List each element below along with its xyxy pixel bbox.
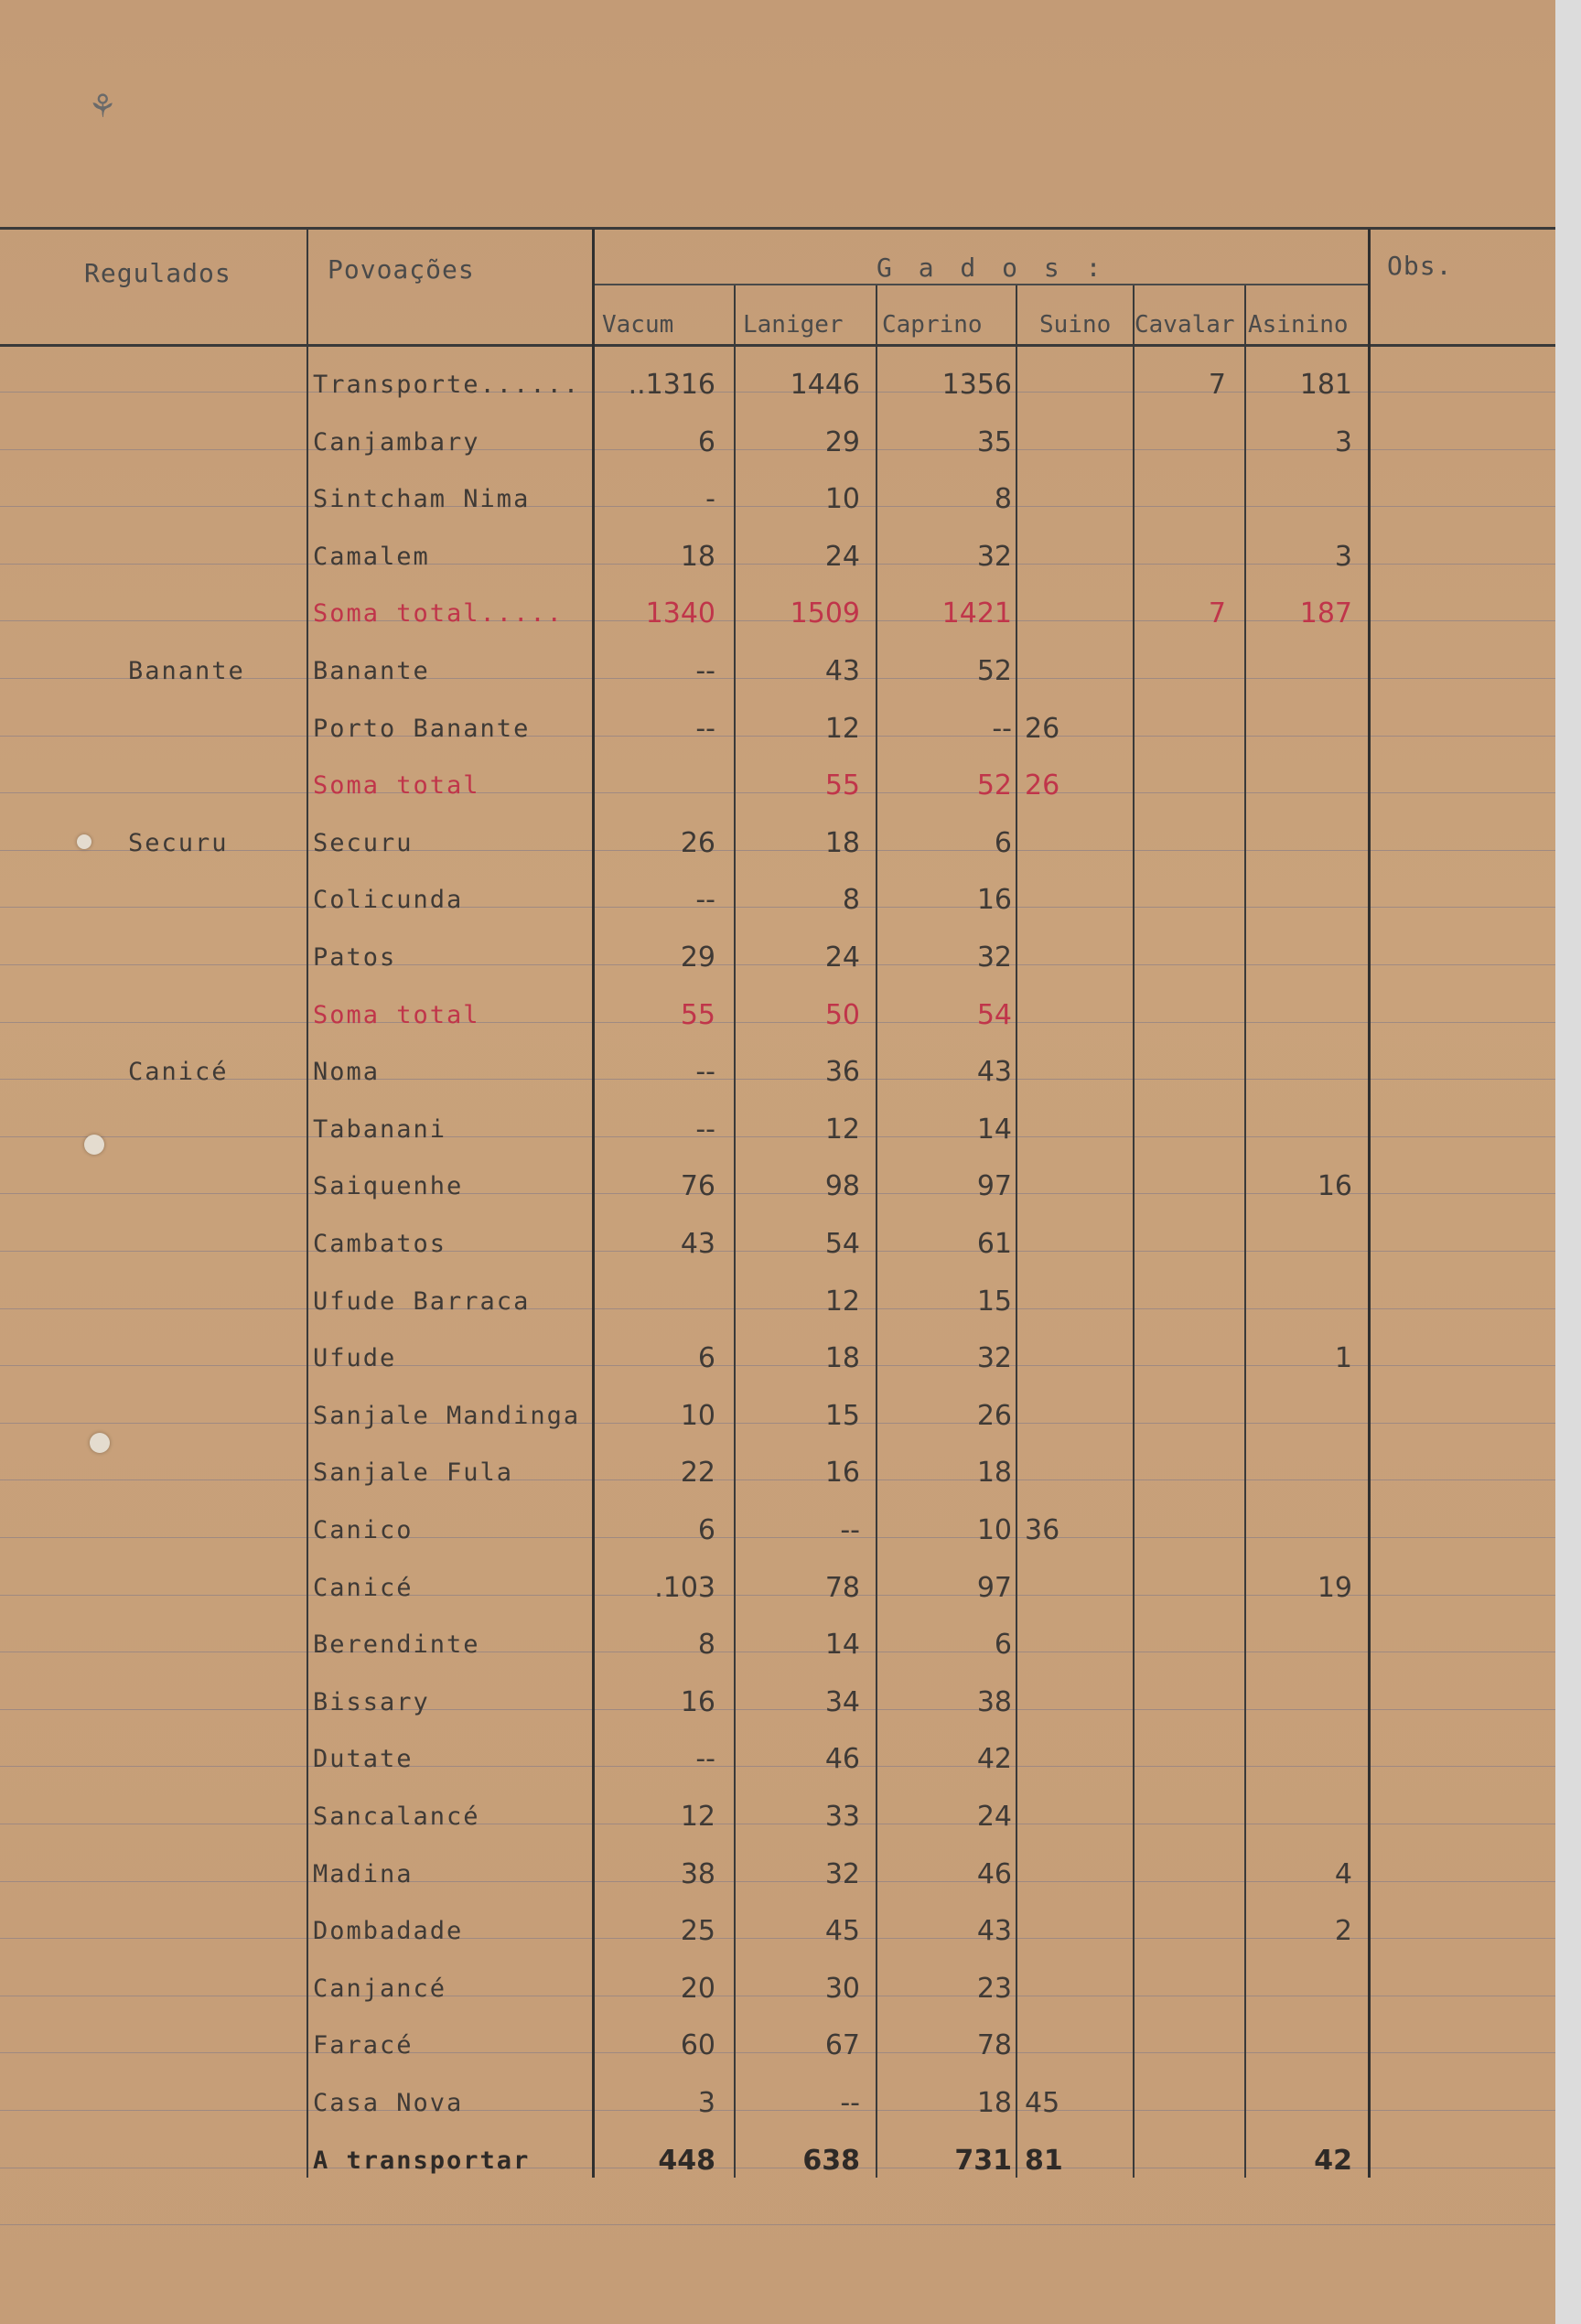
cavalar-cell <box>1135 1044 1226 1101</box>
povoacao-cell: Sancalancé <box>313 1802 480 1831</box>
povoacao-cell: Transporte...... <box>313 371 581 399</box>
suino-cell: 36 <box>1025 1514 1060 1546</box>
asinino-cell <box>1252 815 1352 872</box>
asinino-cell: 3 <box>1334 425 1352 458</box>
laniger-cell: 98 <box>824 1170 860 1203</box>
caprino-cell: 35 <box>976 425 1012 458</box>
asinino-cell: 3 <box>1334 540 1352 573</box>
cavalar-cell <box>1135 1961 1226 2017</box>
caprino-cell: 18 <box>976 1457 1012 1490</box>
caprino-cell: 32 <box>976 540 1012 573</box>
suino-cell <box>1025 1158 1098 1215</box>
cavalar-cell <box>1135 930 1226 986</box>
vacum-cell: -- <box>695 655 715 687</box>
cavalar-cell <box>1135 1102 1226 1158</box>
povoacao-cell: Bissary <box>313 1687 430 1716</box>
suino-cell <box>1025 414 1098 471</box>
suino-cell <box>1025 1274 1098 1330</box>
vacum-cell: 38 <box>680 1857 715 1890</box>
cavalar-cell <box>1135 471 1226 528</box>
caprino-cell: 1421 <box>941 597 1012 630</box>
suino-cell <box>1025 1674 1098 1731</box>
vacum-cell: -- <box>695 884 715 917</box>
caprino-cell: 43 <box>976 1915 1012 1948</box>
laniger-cell: 18 <box>824 826 860 859</box>
laniger-cell: 24 <box>824 540 860 573</box>
asinino-cell: 42 <box>1314 2144 1352 2177</box>
asinino-cell <box>1252 987 1352 1044</box>
povoacao-cell: Ufude <box>313 1344 397 1373</box>
povoacao-cell: Banante <box>313 657 430 685</box>
povoacao-cell: Cambatos <box>313 1230 447 1258</box>
povoacao-cell: Camalem <box>313 542 430 571</box>
cavalar-cell <box>1135 1789 1226 1845</box>
asinino-cell <box>1252 1274 1352 1330</box>
laniger-cell: -- <box>840 1514 860 1546</box>
povoacao-cell: Canjancé <box>313 1974 447 2003</box>
cavalar-cell <box>1135 815 1226 872</box>
laniger-cell: 54 <box>824 1228 860 1260</box>
vacum-cell: 16 <box>680 1685 715 1718</box>
laniger-cell: 16 <box>824 1457 860 1490</box>
suino-cell <box>1025 1102 1098 1158</box>
suino-cell: 26 <box>1025 769 1060 802</box>
laniger-cell: 34 <box>824 1685 860 1718</box>
asinino-cell <box>1252 1617 1352 1673</box>
caprino-cell: 97 <box>976 1170 1012 1203</box>
gados-subheader-rule <box>595 284 1368 285</box>
vacum-cell: 60 <box>680 2029 715 2062</box>
laniger-cell: 55 <box>824 769 860 802</box>
asinino-cell <box>1252 1789 1352 1845</box>
vacum-cell: 12 <box>680 1801 715 1833</box>
laniger-cell: 18 <box>824 1342 860 1375</box>
suino-cell <box>1025 1961 1098 2017</box>
povoacao-cell: Soma total <box>313 771 480 801</box>
suino-cell: 45 <box>1025 2087 1060 2119</box>
povoacao-cell: Noma <box>313 1058 381 1087</box>
suino-cell: 81 <box>1025 2144 1063 2177</box>
asinino-cell <box>1252 1731 1352 1788</box>
laniger-cell: 1509 <box>790 597 860 630</box>
header-gados: G a d o s : <box>877 253 1107 283</box>
asinino-cell: 181 <box>1299 369 1352 401</box>
caprino-cell: -- <box>992 712 1012 745</box>
laniger-cell: 33 <box>824 1801 860 1833</box>
laniger-cell: 8 <box>842 884 860 917</box>
laniger-cell: 12 <box>824 712 860 745</box>
caprino-cell: 15 <box>976 1285 1012 1318</box>
povoacao-cell: Sanjale Mandinga <box>313 1401 581 1430</box>
asinino-cell <box>1252 1961 1352 2017</box>
suino-cell <box>1025 1216 1098 1273</box>
laniger-cell: 29 <box>824 425 860 458</box>
regulado-cell: Canicé <box>128 1058 229 1087</box>
caprino-cell: 97 <box>976 1571 1012 1604</box>
suino-cell <box>1025 471 1098 528</box>
cavalar-cell <box>1135 1502 1226 1559</box>
cavalar-cell <box>1135 1731 1226 1788</box>
suino-cell <box>1025 872 1098 929</box>
suino-cell <box>1025 1330 1098 1387</box>
caprino-cell: 6 <box>994 1629 1012 1662</box>
povoacao-cell: Dutate <box>313 1745 414 1774</box>
header-top-rule <box>0 227 1555 230</box>
suino-cell <box>1025 1789 1098 1845</box>
asinino-cell <box>1252 1216 1352 1273</box>
vacum-cell: 26 <box>680 826 715 859</box>
asinino-cell <box>1252 1102 1352 1158</box>
asinino-cell <box>1252 1674 1352 1731</box>
caprino-cell: 24 <box>976 1801 1012 1833</box>
asinino-cell <box>1252 1445 1352 1501</box>
header-col-caprino: Caprino <box>882 311 983 339</box>
cavalar-cell <box>1135 1903 1226 1960</box>
caprino-cell: 6 <box>994 826 1012 859</box>
asinino-cell: 187 <box>1299 597 1352 630</box>
povoacao-cell: Soma total..... <box>313 599 564 629</box>
cavalar-cell <box>1135 2017 1226 2074</box>
caprino-cell: 32 <box>976 1342 1012 1375</box>
vacum-cell: 6 <box>697 1514 715 1546</box>
povoacao-cell: Canicé <box>313 1573 414 1602</box>
header-povoacoes: Povoações <box>328 254 475 285</box>
asinino-cell: 1 <box>1334 1342 1352 1375</box>
laniger-cell: 1446 <box>790 369 860 401</box>
asinino-cell <box>1252 758 1352 814</box>
caprino-cell: 26 <box>976 1399 1012 1432</box>
ruled-line <box>0 2224 1555 2225</box>
header-col-suino: Suino <box>1039 311 1112 339</box>
caprino-cell: 10 <box>976 1514 1012 1546</box>
suino-cell <box>1025 529 1098 586</box>
povoacao-cell: Tabanani <box>313 1114 447 1144</box>
punch-hole <box>77 834 91 849</box>
vacum-cell: 10 <box>680 1399 715 1432</box>
asinino-cell <box>1252 1388 1352 1445</box>
cavalar-cell <box>1135 414 1226 471</box>
cavalar-cell <box>1135 1560 1226 1617</box>
cavalar-cell <box>1135 1445 1226 1501</box>
povoacao-cell: Casa Nova <box>313 2089 464 2117</box>
laniger-cell: 638 <box>802 2144 860 2177</box>
cavalar-cell <box>1135 987 1226 1044</box>
suino-cell <box>1025 987 1098 1044</box>
cavalar-cell <box>1135 1388 1226 1445</box>
povoacao-cell: Canico <box>313 1516 414 1544</box>
vacum-cell: 8 <box>697 1629 715 1662</box>
povoacao-cell: Faracé <box>313 2031 414 2060</box>
laniger-cell: 36 <box>824 1056 860 1089</box>
col-divider-laniger <box>876 285 877 2178</box>
asinino-cell: 19 <box>1317 1571 1352 1604</box>
cavalar-cell: 7 <box>1208 369 1226 401</box>
header-regulados: Regulados <box>84 258 231 288</box>
povoacao-cell: Ufude Barraca <box>313 1286 531 1316</box>
suino-cell <box>1025 586 1098 642</box>
vacum-cell: 6 <box>697 425 715 458</box>
caprino-cell: 78 <box>976 2029 1012 2062</box>
caprino-cell: 52 <box>976 655 1012 687</box>
suino-cell <box>1025 1388 1098 1445</box>
vacum-cell: 18 <box>680 540 715 573</box>
vacum-cell: 6 <box>697 1342 715 1375</box>
cavalar-cell <box>1135 758 1226 814</box>
vacum-cell: -- <box>695 1056 715 1089</box>
caprino-cell: 16 <box>976 884 1012 917</box>
col-divider-regulados <box>307 229 308 2178</box>
header-obs: Obs. <box>1387 251 1453 281</box>
suino-cell <box>1025 815 1098 872</box>
povoacao-cell: Soma total <box>313 1000 480 1029</box>
header-bottom-rule <box>0 344 1555 347</box>
cavalar-cell <box>1135 1216 1226 1273</box>
asinino-cell <box>1252 701 1352 758</box>
vacum-cell <box>595 758 715 814</box>
asinino-cell <box>1252 2017 1352 2074</box>
vacum-cell: -- <box>695 1113 715 1146</box>
laniger-cell: 43 <box>824 655 860 687</box>
caprino-cell: 61 <box>976 1228 1012 1260</box>
header-col-vacum: Vacum <box>602 311 674 339</box>
col-divider-asinino <box>1368 229 1371 2178</box>
cavalar-cell <box>1135 1617 1226 1673</box>
page-edge <box>1555 0 1581 2324</box>
col-divider-cavalar <box>1244 285 1246 2178</box>
vacum-cell <box>595 1274 715 1330</box>
corner-mark-icon: ⚘ <box>91 84 114 126</box>
suino-cell <box>1025 930 1098 986</box>
cavalar-cell <box>1135 2075 1226 2132</box>
caprino-cell: 54 <box>976 998 1012 1031</box>
laniger-cell: 12 <box>824 1285 860 1318</box>
laniger-cell: 10 <box>824 483 860 516</box>
povoacao-cell: Colicunda <box>313 886 464 915</box>
laniger-cell: 32 <box>824 1857 860 1890</box>
cavalar-cell: 7 <box>1208 597 1226 630</box>
asinino-cell <box>1252 471 1352 528</box>
caprino-cell: 8 <box>994 483 1012 516</box>
caprino-cell: 46 <box>976 1857 1012 1890</box>
punch-hole <box>84 1135 104 1155</box>
header-col-asinino: Asinino <box>1248 311 1349 339</box>
asinino-cell <box>1252 643 1352 700</box>
asinino-cell: 4 <box>1334 1857 1352 1890</box>
laniger-cell: 30 <box>824 1972 860 2005</box>
caprino-cell: 1356 <box>941 369 1012 401</box>
header-col-cavalar: Cavalar <box>1135 311 1235 339</box>
povoacao-cell: Canjambary <box>313 427 480 457</box>
povoacao-cell: A transportar <box>313 2146 531 2175</box>
vacum-cell: 29 <box>680 941 715 974</box>
laniger-cell: -- <box>840 2087 860 2119</box>
suino-cell <box>1025 1445 1098 1501</box>
cavalar-cell <box>1135 643 1226 700</box>
vacum-cell: - <box>705 483 715 516</box>
vacum-cell: 43 <box>680 1228 715 1260</box>
caprino-cell: 32 <box>976 941 1012 974</box>
suino-cell <box>1025 1617 1098 1673</box>
vacum-cell: -- <box>695 712 715 745</box>
caprino-cell: 23 <box>976 1972 1012 2005</box>
caprino-cell: 43 <box>976 1056 1012 1089</box>
caprino-cell: 52 <box>976 769 1012 802</box>
cavalar-cell <box>1135 1330 1226 1387</box>
cavalar-cell <box>1135 1274 1226 1330</box>
cavalar-cell <box>1135 1674 1226 1731</box>
asinino-cell: 16 <box>1317 1170 1352 1203</box>
povoacao-cell: Saiquenhe <box>313 1172 464 1201</box>
suino-cell <box>1025 1044 1098 1101</box>
povoacao-cell: Berendinte <box>313 1630 480 1660</box>
col-divider-caprino <box>1016 285 1017 2178</box>
laniger-cell: 78 <box>824 1571 860 1604</box>
caprino-cell: 14 <box>976 1113 1012 1146</box>
laniger-cell: 50 <box>824 998 860 1031</box>
suino-cell <box>1025 1560 1098 1617</box>
regulado-cell: Banante <box>128 657 245 685</box>
povoacao-cell: Sanjale Fula <box>313 1458 514 1488</box>
suino-cell <box>1025 357 1098 414</box>
povoacao-cell: Securu <box>313 828 414 857</box>
laniger-cell: 12 <box>824 1113 860 1146</box>
suino-cell <box>1025 2017 1098 2074</box>
suino-cell <box>1025 1903 1098 1960</box>
vacum-cell: -- <box>695 1743 715 1776</box>
vacum-cell: 3 <box>697 2087 715 2119</box>
suino-cell <box>1025 1731 1098 1788</box>
vacum-cell: ..1316 <box>628 369 715 401</box>
vacum-cell: 76 <box>680 1170 715 1203</box>
suino-cell <box>1025 643 1098 700</box>
asinino-cell <box>1252 2075 1352 2132</box>
cavalar-cell <box>1135 529 1226 586</box>
cavalar-cell <box>1135 701 1226 758</box>
suino-cell: 26 <box>1025 712 1060 745</box>
povoacao-cell: Patos <box>313 943 397 972</box>
caprino-cell: 42 <box>976 1743 1012 1776</box>
laniger-cell: 24 <box>824 941 860 974</box>
punch-hole <box>90 1433 110 1453</box>
povoacao-cell: Porto Banante <box>313 714 531 743</box>
vacum-cell: 448 <box>658 2144 715 2177</box>
asinino-cell <box>1252 930 1352 986</box>
povoacao-cell: Sintcham Nima <box>313 485 531 514</box>
suino-cell <box>1025 1846 1098 1903</box>
asinino-cell <box>1252 1502 1352 1559</box>
vacum-cell: 25 <box>680 1915 715 1948</box>
caprino-cell: 38 <box>976 1685 1012 1718</box>
caprino-cell: 731 <box>954 2144 1012 2177</box>
vacum-cell: 1340 <box>645 597 715 630</box>
laniger-cell: 46 <box>824 1743 860 1776</box>
asinino-cell: 2 <box>1334 1915 1352 1948</box>
vacum-cell: 55 <box>680 998 715 1031</box>
laniger-cell: 45 <box>824 1915 860 1948</box>
cavalar-cell <box>1135 1846 1226 1903</box>
laniger-cell: 67 <box>824 2029 860 2062</box>
laniger-cell: 14 <box>824 1629 860 1662</box>
asinino-cell <box>1252 1044 1352 1101</box>
povoacao-cell: Dombadade <box>313 1917 464 1946</box>
caprino-cell: 18 <box>976 2087 1012 2119</box>
povoacao-cell: Madina <box>313 1859 414 1888</box>
vacum-cell: .103 <box>654 1571 715 1604</box>
vacum-cell: 20 <box>680 1972 715 2005</box>
regulado-cell: Securu <box>128 828 229 857</box>
cavalar-cell <box>1135 2133 1226 2190</box>
cavalar-cell <box>1135 872 1226 929</box>
header-col-laniger: Laniger <box>743 311 844 339</box>
vacum-cell: 22 <box>680 1457 715 1490</box>
laniger-cell: 15 <box>824 1399 860 1432</box>
cavalar-cell <box>1135 1158 1226 1215</box>
asinino-cell <box>1252 872 1352 929</box>
